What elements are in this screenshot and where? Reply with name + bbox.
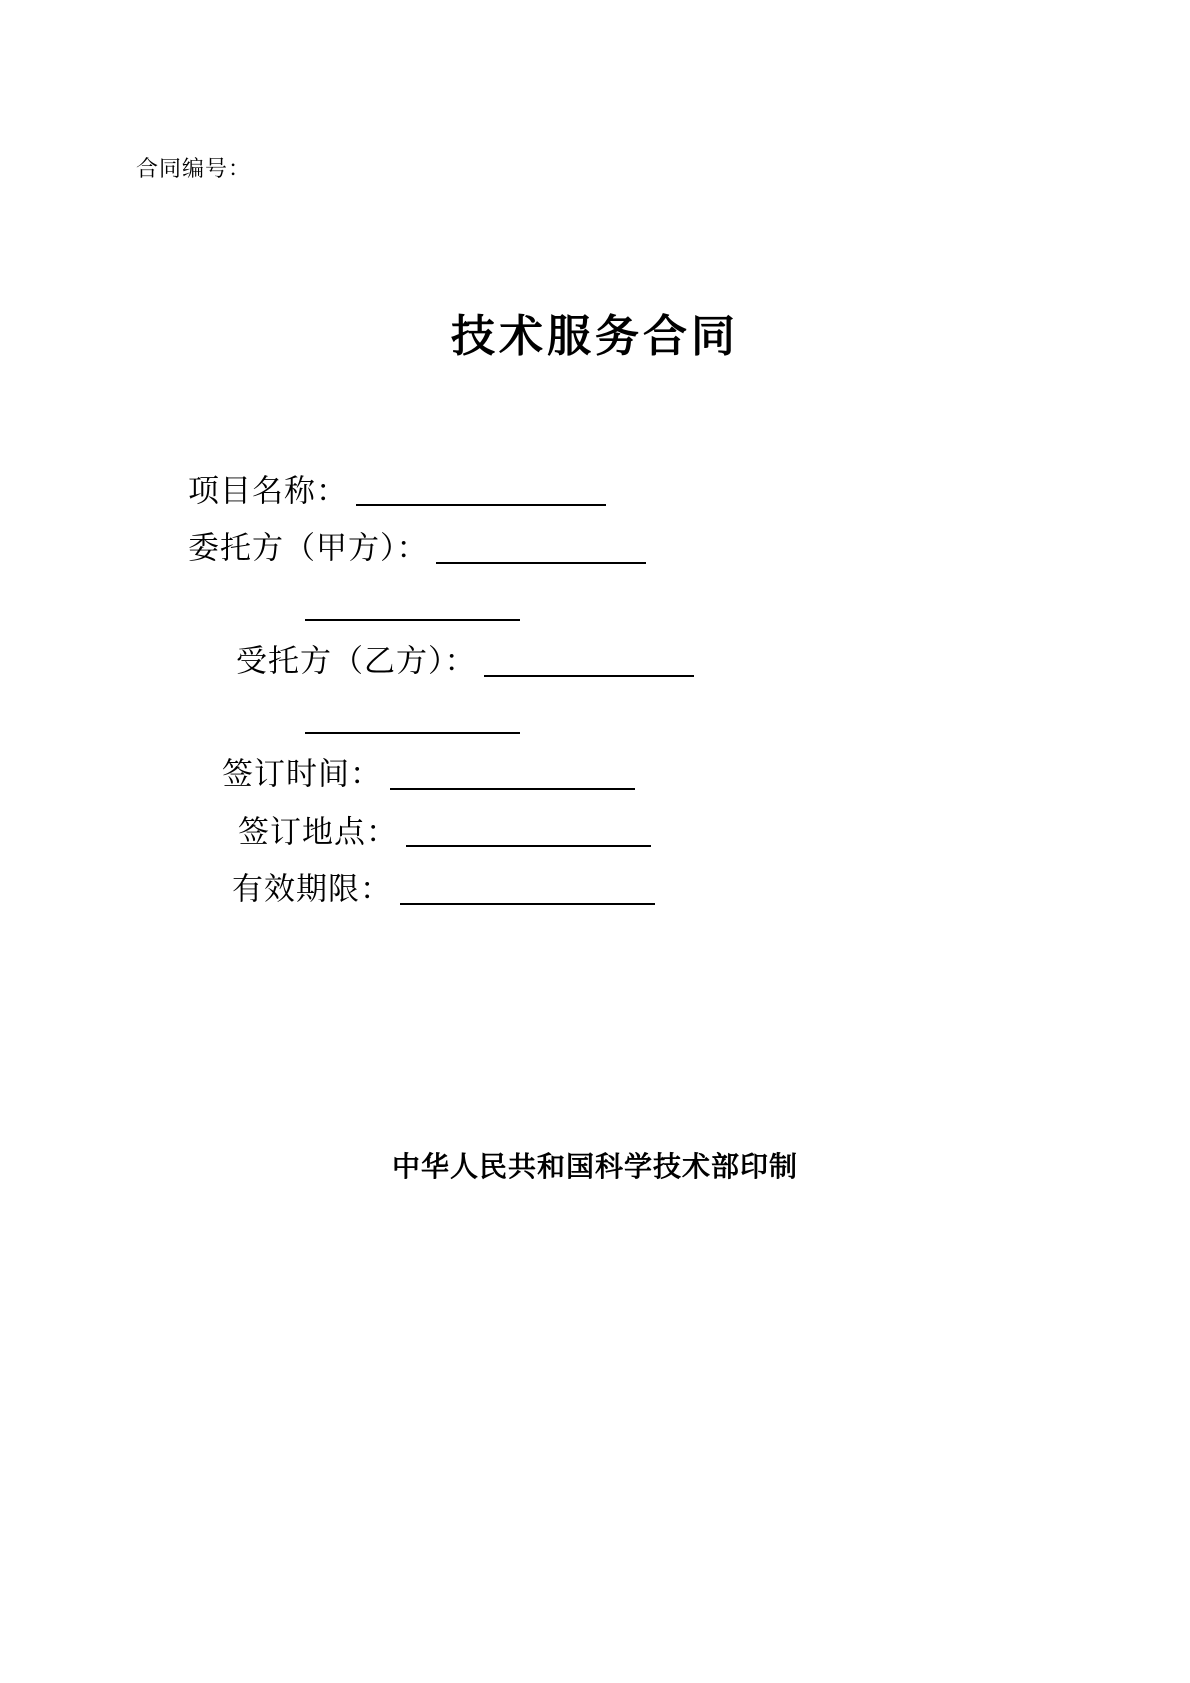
field-blank-client-party-a-line2[interactable] <box>305 590 520 621</box>
field-blank-client-party-a[interactable] <box>436 532 646 563</box>
field-label-client-party-a: 委托方（甲方）： <box>188 530 429 566</box>
field-project-name <box>0 473 1190 509</box>
contract-cover-fields <box>0 475 1190 931</box>
field-blank-contractor-party-b-line2[interactable] <box>305 703 520 734</box>
footer-organization: 中华人民共和国科学技术部印制 <box>391 1150 798 1183</box>
field-signing-place <box>0 814 1190 850</box>
field-label-project-name: 项目名称： <box>188 473 348 509</box>
field-label-validity-period: 有效期限： <box>232 871 392 907</box>
field-blank-validity-period[interactable] <box>400 873 655 904</box>
field-contractor-party-b-line2 <box>0 703 1190 734</box>
field-label-signing-date: 签订时间： <box>222 756 382 792</box>
field-blank-project-name[interactable] <box>356 475 606 506</box>
field-contractor-party-b <box>0 643 1190 679</box>
field-blank-contractor-party-b[interactable] <box>484 645 694 676</box>
contract-number-label: 合同编号： <box>136 157 252 182</box>
field-blank-signing-date[interactable] <box>390 758 635 789</box>
field-signing-date <box>0 756 1190 792</box>
field-label-contractor-party-b: 受托方（乙方）： <box>236 643 477 679</box>
field-blank-signing-place[interactable] <box>406 816 651 847</box>
field-label-signing-place: 签订地点： <box>238 814 398 850</box>
page-title: 技术服务合同 <box>451 311 739 362</box>
field-validity-period <box>0 871 1190 907</box>
field-client-party-a <box>0 530 1190 566</box>
field-client-party-a-line2 <box>0 590 1190 621</box>
